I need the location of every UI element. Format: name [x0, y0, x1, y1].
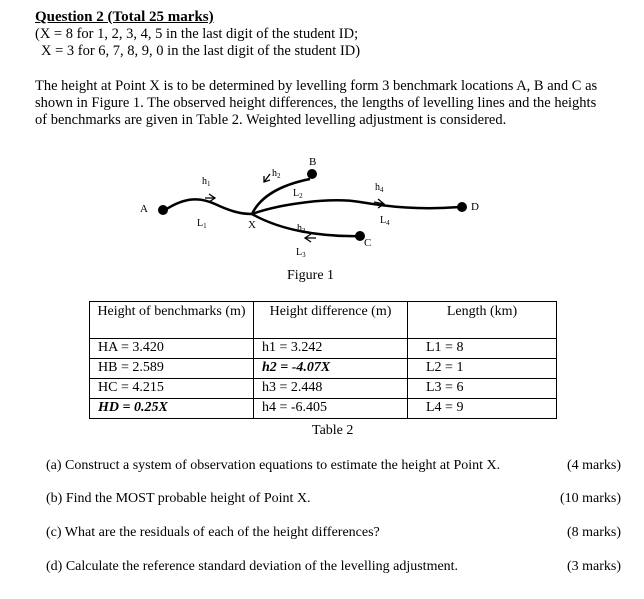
question-b: (b) Find the MOST probable height of Point X. [46, 491, 311, 506]
marks-d: (3 marks) [567, 559, 622, 574]
data-table [89, 301, 557, 419]
label-h2: $h_2$ [272, 168, 281, 180]
header-benchmarks: Height of benchmarks (m) [90, 302, 254, 339]
label-d: D [471, 201, 479, 213]
cell-l2: L2 = 1 [408, 359, 557, 379]
label-a: A [140, 203, 148, 215]
point-a [158, 205, 168, 215]
cell-ha: HA = 3.420 [90, 339, 254, 359]
cell-hc: HC = 4.215 [90, 379, 254, 399]
label-l3: $L_3$ [296, 247, 306, 259]
table-row [90, 359, 557, 379]
intro-paragraph: The height at Point X is to be determined by levelling form 3 benchmark locations A, B and C as shown in Figure 1. The observed height differences, the lengths of levelling lines and the heights of benchmarks are given in Table 2. Weighted levelling adjustment is considered. [35, 78, 598, 128]
header-height-diff: Height difference (m) [254, 302, 408, 339]
label-l4: $L_4$ [380, 215, 390, 227]
figure-caption: Figure 1 [287, 268, 335, 283]
table-row [90, 399, 557, 419]
cell-h4: h4 = -6.405 [254, 399, 408, 419]
cell-hd: HD = 0.25X [90, 399, 254, 419]
label-l1: $L_1$ [197, 218, 207, 230]
point-d [457, 202, 467, 212]
label-h4: $h_4$ [375, 182, 384, 194]
marks-a: (4 marks) [567, 458, 622, 473]
cell-l3: L3 = 6 [408, 379, 557, 399]
cell-l4: L4 = 9 [408, 399, 557, 419]
table-caption: Table 2 [312, 423, 354, 438]
cell-h2: h2 = -4.07X [254, 359, 408, 379]
question-d: (d) Calculate the reference standard deviation of the levelling adjustment. [46, 559, 459, 574]
label-x: X [248, 219, 256, 231]
point-b [307, 169, 317, 179]
label-h3: $h_3$ [297, 223, 306, 235]
cell-h1: h1 = 3.242 [254, 339, 408, 359]
table-row [90, 339, 557, 359]
label-c: C [364, 237, 372, 249]
label-l2: $L_2$ [293, 188, 303, 200]
levelling-network-figure [130, 152, 490, 262]
cell-l1: L1 = 8 [408, 339, 557, 359]
label-h1: $h_1$ [202, 176, 211, 188]
arrow-h2 [264, 174, 270, 182]
marks-b: (10 marks) [560, 491, 622, 506]
condition-line-2: X = 3 for 6, 7, 8, 9, 0 in the last digit of the student ID) [41, 43, 361, 59]
header-length: Length (km) [408, 302, 557, 339]
cell-h3: h3 = 2.448 [254, 379, 408, 399]
marks-c: (8 marks) [567, 525, 622, 540]
table-row [90, 379, 557, 399]
question-c: (c) What are the residuals of each of the height differences? [46, 525, 380, 540]
label-b: B [309, 156, 317, 168]
cell-hb: HB = 2.589 [90, 359, 254, 379]
question-title: Question 2 (Total 25 marks) [35, 9, 214, 25]
question-a: (a) Construct a system of observation equations to estimate the height at Point X. [46, 458, 501, 473]
arrow-h3 [305, 234, 316, 242]
condition-line-1: (X = 8 for 1, 2, 3, 4, 5 in the last digit of the student ID; [35, 26, 359, 42]
